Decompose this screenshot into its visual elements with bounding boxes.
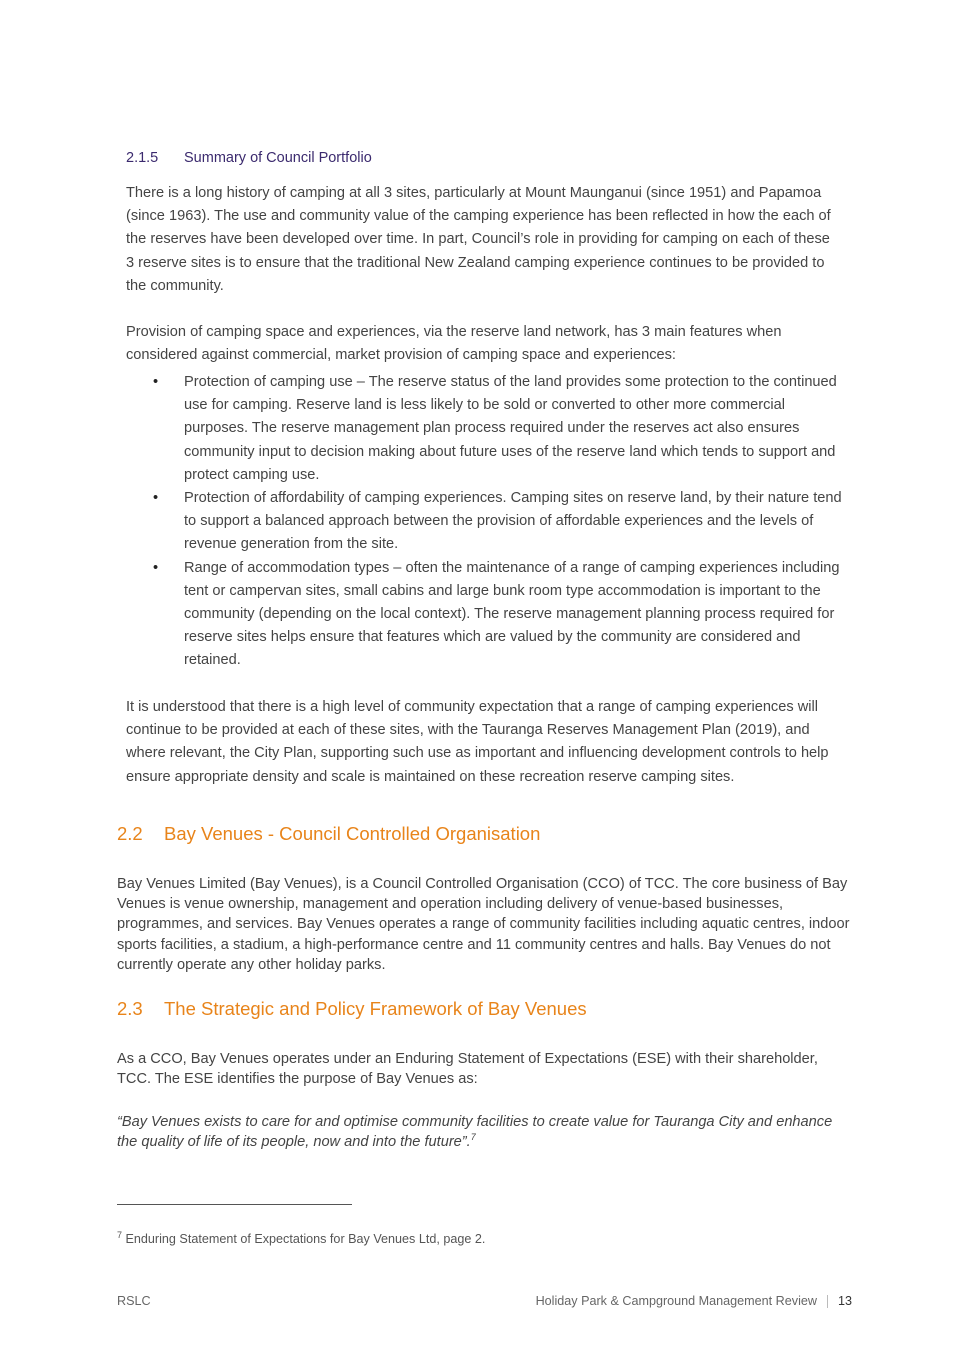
section-number: 2.2 <box>117 823 143 844</box>
footer-document-info <box>536 1294 852 1308</box>
footnote-text: Enduring Statement of Expectations for Bay Venues Ltd, page 2. <box>125 1232 486 1246</box>
paragraph-camping-history: There is a long history of camping at all 3 sites, particularly at Mount Maunganui (since 1951) and Papamoa (since 1963). The use and community value of the camping experience has been reflected in how the each of the reserves have been developed over time. In part, Council’s role in providing for camping on each of these 3 reserve sites is to ensure that the traditional New Zealand camping experience continues to be provided to the community. <box>126 185 831 294</box>
section-number: 2.3 <box>117 998 143 1019</box>
section-number: 2.1.5 <box>126 150 159 166</box>
list-item: • Range of accommodation types – often the maintenance of a range of camping experiences including tent or campervan sites, small cabins and large bunk room type accommodation is important to the community (depending on the local context). The reserve management planning process required for reserve sites helps ensure that features which are valued by the community are considered and retained. <box>126 557 842 673</box>
section-heading-2-3 <box>117 998 587 1020</box>
list-item: • Protection of camping use – The reserve status of the land provides some protection to the continued use for camping. Reserve land is less likely to be sold or converted to other more commercial purposes. The reserve management plan process required under the reserves act also ensures community input to decision making about future uses of the reserve land which tends to support and protect camping use. <box>126 371 842 487</box>
quote-text: “Bay Venues exists to care for and optimise community facilities to create value for Tauranga City and enhance the quality of life of its people, now and into the future”. <box>117 1114 833 1151</box>
footnote-divider <box>117 1204 352 1205</box>
footnote-marker: 7 <box>117 1229 123 1240</box>
section-heading-2-2 <box>117 823 540 845</box>
paragraph-community-expectation: It is understood that there is a high level of community expectation that a range of camping experiences will continue to be provided at each of these sites, with the Tauranga Reserves Management Plan (2019), and where relevant, the City Plan, supporting such use as important and influencing development controls to help ensure appropriate density and scale is maintained on these recreation reserve camping sites. <box>126 699 829 785</box>
features-list <box>126 371 842 673</box>
footnote <box>117 1229 486 1246</box>
page-number: 13 <box>837 1294 852 1308</box>
paragraph-bay-venues: Bay Venues Limited (Bay Venues), is a Council Controlled Organisation (CCO) of TCC. The core business of Bay Venues is venue ownership, management and operation including delivery of venue-based businesses, programmes, and services. Bay Venues operates a range of community facilities including aquatic centres, indoor sports facilities, a stadium, a high-performance centre and 11 community centres and halls. Bay Venues do not currently operate any other holiday parks. <box>117 876 850 973</box>
footer-document-title: Holiday Park & Campground Management Review <box>535 1294 817 1308</box>
paragraph-main-features: Provision of camping space and experiences, via the reserve land network, has 3 main features when considered against commercial, market provision of camping space and experiences: <box>126 324 782 364</box>
section-heading-2-1-5 <box>126 150 372 166</box>
section-title: Summary of Council Portfolio <box>184 150 372 166</box>
purpose-quote <box>117 1112 847 1152</box>
section-title: Bay Venues - Council Controlled Organisation <box>164 823 541 844</box>
paragraph-ese: As a CCO, Bay Venues operates under an Enduring Statement of Expectations (ESE) with their shareholder, TCC. The ESE identifies the purpose of Bay Venues as: <box>117 1051 818 1088</box>
footer-divider <box>827 1295 828 1308</box>
list-item: • Protection of affordability of camping experiences. Camping sites on reserve land, by their nature tend to support a balanced approach between the provision of affordable experiences and the levels of revenue generation from the site. <box>126 487 842 557</box>
section-title: The Strategic and Policy Framework of Bay Venues <box>164 998 587 1019</box>
footnote-ref: 7 <box>470 1132 476 1143</box>
footer-org: RSLC <box>117 1294 151 1308</box>
